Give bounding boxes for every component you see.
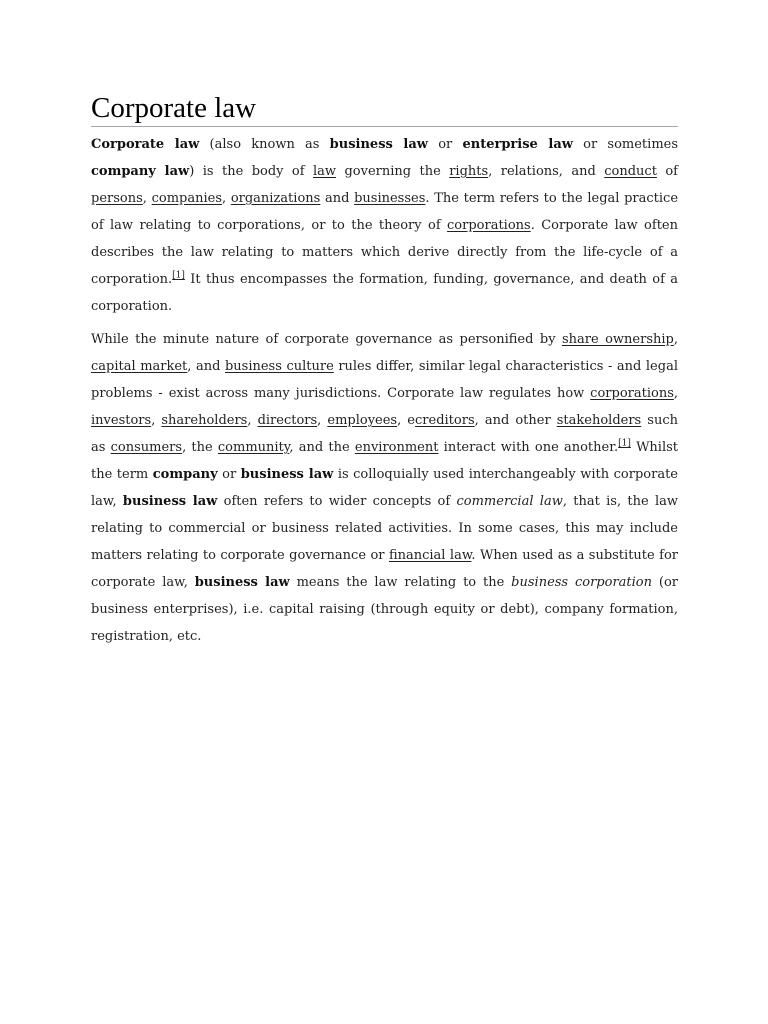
- reference-superscript: [618, 439, 631, 449]
- text: ) is the body of: [189, 164, 313, 179]
- link-rights[interactable]: rights: [449, 164, 489, 179]
- text: governing the: [336, 164, 450, 179]
- italic-term-business-corporation: business corporation: [511, 575, 652, 590]
- paragraph-governance: [91, 326, 678, 650]
- link-law[interactable]: law: [312, 164, 337, 179]
- link-financial-law[interactable]: financial law: [388, 548, 472, 563]
- text: and: [320, 191, 355, 206]
- text: ,: [673, 332, 678, 347]
- text: , and the: [289, 440, 355, 455]
- text: ,: [317, 413, 328, 428]
- text: , e: [397, 413, 416, 428]
- link-conduct[interactable]: conduct: [604, 164, 657, 179]
- page-title: Corporate law: [91, 92, 257, 124]
- link-consumers[interactable]: consumers: [110, 440, 183, 455]
- bold-term-enterprise-law: enterprise law: [462, 137, 573, 152]
- bold-term-corporate-law: Corporate law: [91, 137, 200, 152]
- link-employees[interactable]: employees: [327, 413, 398, 428]
- text: of: [656, 164, 678, 179]
- text: or: [217, 467, 241, 482]
- text: or: [428, 137, 463, 152]
- text: ,: [151, 413, 162, 428]
- text: rules differ, similar legal characteristics - and legal problems - exist across many jurisdictions. Corporate law regulates how: [91, 359, 678, 401]
- link-environment[interactable]: environment: [354, 440, 439, 455]
- text: , the: [182, 440, 218, 455]
- text: , and: [187, 359, 225, 374]
- article: [91, 91, 678, 656]
- italic-term-commercial-law: commercial law: [456, 494, 563, 509]
- bold-term-company: company: [152, 467, 218, 482]
- text: or sometimes: [572, 137, 679, 152]
- link-business-culture[interactable]: business culture: [224, 359, 334, 374]
- text: ,: [673, 386, 678, 401]
- text: While the minute nature of corporate governance as personified by: [91, 332, 562, 347]
- bold-term-business-law: business law: [122, 494, 218, 509]
- text: , that is, the law relating to commercial or business related activities. In some cases, this may include matters relating to corporate governance or: [91, 494, 678, 563]
- text: (or business enterprises), i.e. capital raising (through equity or debt), company formation, registration, etc.: [91, 575, 678, 644]
- link-investors[interactable]: investors: [91, 413, 152, 428]
- reference-link[interactable]: [1]: [618, 438, 631, 449]
- text: ,: [142, 191, 152, 206]
- text: means the law relating to the: [289, 575, 512, 590]
- text: Whilst the term: [91, 440, 679, 482]
- link-share-ownership[interactable]: share ownership: [561, 332, 674, 347]
- bold-term-business-law: business law: [194, 575, 290, 590]
- bold-term-business-law: business law: [329, 137, 428, 152]
- text: It thus encompasses the formation, funding, governance, and death of a corporation.: [91, 272, 678, 314]
- text: . When used as a substitute for corporate law,: [91, 548, 678, 590]
- bold-term-business-law: business law: [240, 467, 334, 482]
- link-corporations[interactable]: corporations: [447, 218, 531, 233]
- title-divider: [91, 126, 678, 127]
- text: , relations, and: [488, 164, 605, 179]
- link-corporations[interactable]: corporations: [590, 386, 674, 401]
- paragraph-intro: [91, 131, 678, 320]
- link-creditors[interactable]: creditors: [415, 413, 475, 428]
- link-organizations[interactable]: organizations: [230, 191, 321, 206]
- reference-superscript: [172, 271, 185, 281]
- link-companies[interactable]: companies: [151, 191, 222, 206]
- text: ,: [247, 413, 258, 428]
- text: . The term refers to the legal practice of law relating to corporations, or to the theory of: [91, 191, 679, 233]
- bold-term-company-law: company law: [91, 164, 190, 179]
- text: is colloquially used interchangeably with corporate law,: [91, 467, 678, 509]
- reference-link[interactable]: [1]: [172, 270, 185, 281]
- link-capital-market[interactable]: capital market: [91, 359, 188, 374]
- text: ,: [222, 191, 231, 206]
- text: such as: [91, 413, 678, 455]
- link-shareholders[interactable]: shareholders: [161, 413, 248, 428]
- link-stakeholders[interactable]: stakeholders: [556, 413, 642, 428]
- text: , and other: [474, 413, 557, 428]
- text: interact with one another.: [438, 440, 619, 455]
- link-community[interactable]: community: [217, 440, 290, 455]
- text: (also known as: [199, 137, 330, 152]
- link-persons[interactable]: persons: [91, 191, 143, 206]
- link-directors[interactable]: directors: [257, 413, 318, 428]
- text: . Corporate law often describes the law relating to matters which derive directly from the life-cycle of a corporation.: [91, 218, 678, 287]
- link-businesses[interactable]: businesses: [354, 191, 426, 206]
- text: often refers to wider concepts of: [217, 494, 457, 509]
